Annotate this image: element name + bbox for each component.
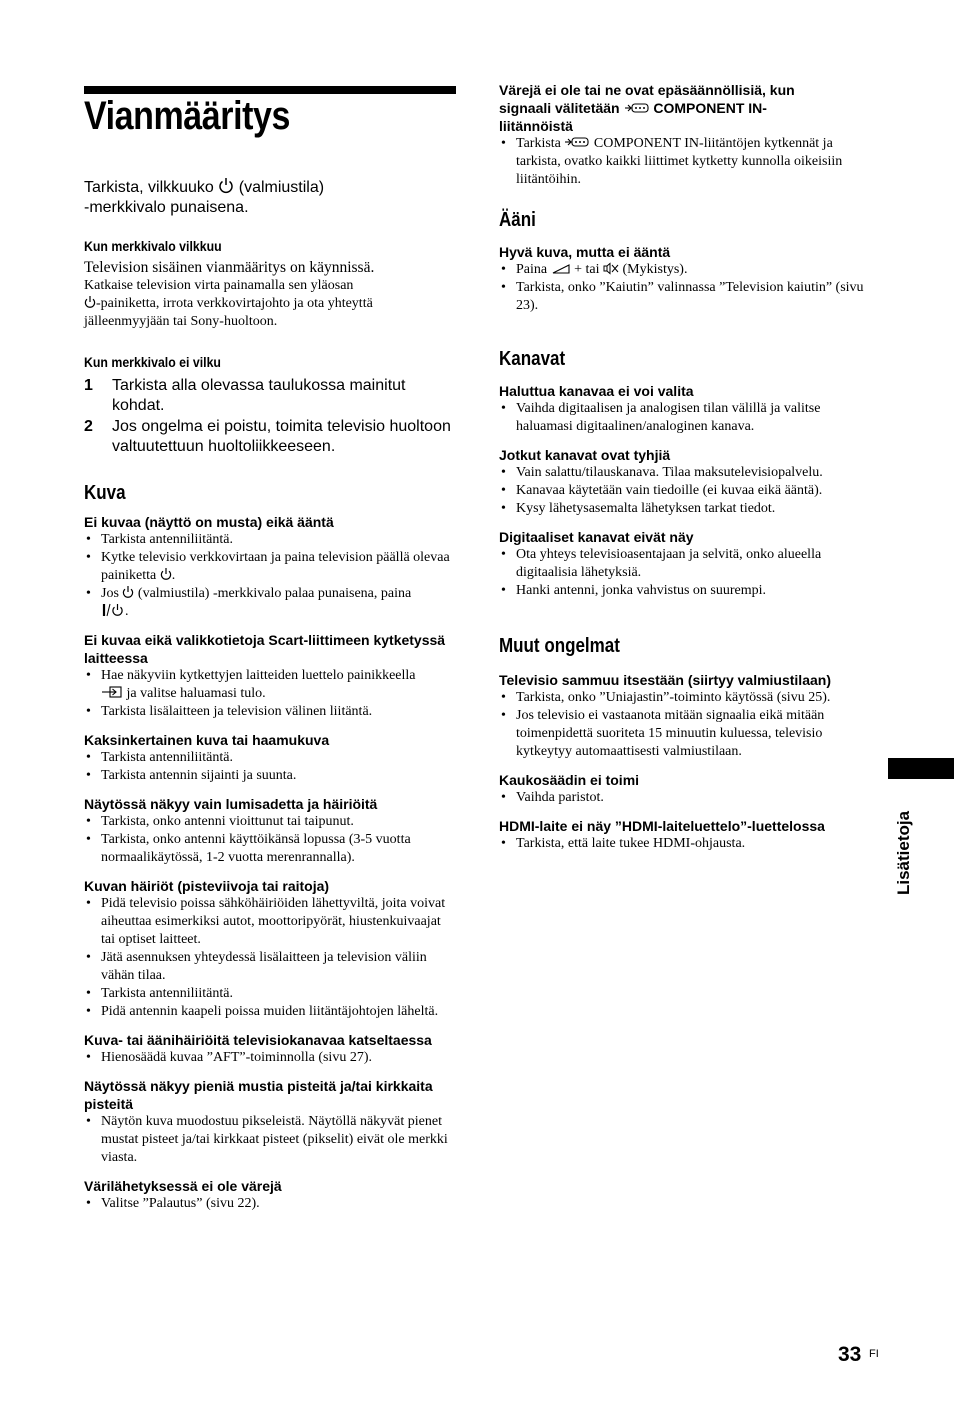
kuva-s1-list bbox=[84, 531, 456, 621]
muut-s1-list bbox=[499, 689, 871, 761]
kanavat-s1-title: Haluttua kanavaa ei voi valita bbox=[499, 383, 694, 399]
kuva-s8-list bbox=[84, 1195, 456, 1213]
list-item: • Kytke televisio verkkovirtaan ja paina television päällä olevaa painiketta . bbox=[84, 549, 456, 585]
component-title-l3: liitännöistä bbox=[499, 118, 573, 134]
kuva-s6-list bbox=[84, 1049, 456, 1067]
component-title-l1: Värejä ei ole tai ne ovat epäsäännöllisiä, kun bbox=[499, 82, 795, 98]
list-item: • Tarkista antennin sijainti ja suunta. bbox=[84, 767, 456, 785]
list-item-text: + tai bbox=[574, 262, 600, 277]
side-tab-label bbox=[890, 800, 914, 900]
step-item bbox=[84, 376, 456, 416]
list-item: • Vaihda digitaalisen ja analogisen tilan välillä ja valitse haluamasi digitaalinen/analoginen kanava. bbox=[499, 400, 871, 436]
list-item: • Tarkista antenniliitäntä. bbox=[84, 531, 456, 549]
list-item: • Jos televisio ei vastaanota mitään signaalia eikä mitään toimenpidettä suoriteta 15 minuutin kuluessa, televisio kytkeytyy automaattisesti valmiustilaan. bbox=[499, 707, 871, 761]
page-language: FI bbox=[869, 1348, 879, 1360]
list-item: • Tarkista antenniliitäntä. bbox=[84, 749, 456, 767]
blink-section bbox=[84, 238, 456, 331]
muut-s3-title: HDMI-laite ei näy ”HDMI-laiteluettelo”-luettelossa bbox=[499, 818, 825, 834]
blink-line3-row bbox=[84, 295, 456, 313]
list-item-text: Paina bbox=[516, 262, 548, 277]
kuva-s2-list bbox=[84, 667, 456, 721]
noblink-steps bbox=[84, 376, 456, 457]
kanavat-s2-title: Jotkut kanavat ovat tyhjiä bbox=[499, 447, 671, 463]
side-tab-text: Lisätietoja bbox=[894, 810, 913, 895]
list-item: • Hienosäädä kuvaa ”AFT”-toiminnolla (sivu 27). bbox=[84, 1049, 456, 1067]
page-number: 33 bbox=[838, 1343, 862, 1366]
list-item: • Vaihda paristot. bbox=[499, 789, 871, 807]
input-icon bbox=[101, 685, 123, 699]
blink-heading: Kun merkkivalo vilkkuu bbox=[84, 238, 222, 254]
power-icon bbox=[218, 176, 234, 194]
kuva-s1-title: Ei kuvaa (näyttö on musta) eikä ääntä bbox=[84, 514, 334, 530]
muut-s2-title: Kaukosäädin ei toimi bbox=[499, 772, 640, 788]
blink-line4: jälleenmyyjään tai Sony-huoltoon. bbox=[84, 314, 278, 329]
component-icon bbox=[624, 101, 650, 115]
aani-s1-title: Hyvä kuva, mutta ei ääntä bbox=[499, 244, 671, 260]
kuva-s2-title: Ei kuvaa eikä valikkotietoja Scart-liittimeen kytketyssä laitteessa bbox=[84, 632, 446, 666]
kuva-section bbox=[84, 481, 456, 1213]
list-item-text: Jos bbox=[101, 586, 119, 601]
kanavat-s2-list bbox=[499, 464, 871, 518]
muut-s3-list bbox=[499, 835, 871, 853]
aani-section bbox=[499, 208, 871, 315]
list-item bbox=[499, 135, 871, 189]
list-item bbox=[499, 261, 871, 279]
intro-text bbox=[84, 176, 324, 218]
volume-icon bbox=[551, 263, 571, 275]
noblink-section bbox=[84, 354, 456, 457]
list-item-text: COMPONENT IN-liitäntöjen kytkennät ja tarkista, ovatko kaikki liittimet kytketty kunnolla oikeisiin liitäntöihin. bbox=[516, 136, 843, 187]
kanavat-s1-list bbox=[499, 400, 871, 436]
muut-s2-list bbox=[499, 789, 871, 807]
list-item: • Tarkista, että laite tukee HDMI-ohjausta. bbox=[499, 835, 871, 853]
list-item: • Tarkista lisälaitteen ja television välinen liitäntä. bbox=[84, 703, 456, 721]
list-item: • Vain salattu/tilauskanava. Tilaa maksutelevisiopalvelu. bbox=[499, 464, 871, 482]
list-item bbox=[84, 667, 456, 703]
list-item: • Kanavaa käytetään vain tiedoille (ei kuvaa eikä ääntä). bbox=[499, 482, 871, 500]
list-item: • Valitse ”Palautus” (sivu 22). bbox=[84, 1195, 456, 1213]
intro-text-c: -merkkivalo punaisena. bbox=[84, 199, 249, 216]
kanavat-section bbox=[499, 347, 871, 600]
mute-icon bbox=[603, 262, 619, 275]
list-item-text: (Mykistys). bbox=[622, 262, 688, 277]
kanavat-s3-title: Digitaaliset kanavat eivät näy bbox=[499, 529, 694, 545]
component-icon bbox=[564, 135, 590, 149]
power-icon bbox=[160, 567, 172, 581]
kanavat-s3-list bbox=[499, 546, 871, 600]
kuva-s5-title: Kuvan häiriöt (pisteviivoja tai raitoja) bbox=[84, 878, 330, 894]
kuva-s4-list bbox=[84, 813, 456, 867]
step-number: 1 bbox=[84, 377, 93, 394]
muut-s1-title: Televisio sammuu itsestään (siirtyy valmiustilaan) bbox=[499, 672, 831, 688]
list-item-text: ja valitse haluamasi tulo. bbox=[126, 686, 266, 701]
power-icon bbox=[122, 585, 134, 599]
list-item: • Tarkista, onko antenni vioittunut tai taipunut. bbox=[84, 813, 456, 831]
muut-section bbox=[499, 634, 871, 853]
aani-s1-list bbox=[499, 261, 871, 315]
side-tab-bar bbox=[888, 758, 954, 779]
kuva-s3-title: Kaksinkertainen kuva tai haamukuva bbox=[84, 732, 330, 748]
list-item: • Hanki antenni, jonka vahvistus on suurempi. bbox=[499, 582, 871, 600]
intro-text-b: (valmiustila) bbox=[238, 179, 325, 196]
kuva-s7-title: Näytössä näkyy pieniä mustia pisteitä ja/tai kirkkaita pisteitä bbox=[84, 1078, 433, 1112]
kuva-heading: Kuva bbox=[84, 482, 126, 504]
list-item: • Näytön kuva muodostuu pikseleistä. Näytöllä näkyvät pienet mustat pisteet ja/tai kirkkaat pisteet (pikselit) eivät ole merkki viasta. bbox=[84, 1113, 456, 1167]
list-item: • Pidä antennin kaapeli poissa muiden liitäntäjohtojen läheltä. bbox=[84, 1003, 456, 1021]
power-icon bbox=[84, 295, 96, 309]
component-list bbox=[499, 135, 871, 189]
kuva-s5-list bbox=[84, 895, 456, 1021]
blink-line2: Katkaise television virta painamalla sen yläosan bbox=[84, 278, 354, 293]
step-number: 2 bbox=[84, 418, 93, 435]
component-title bbox=[499, 81, 871, 135]
list-item-text: Hae näkyviin kytkettyjen laitteiden luettelo painikkeella bbox=[101, 668, 416, 683]
list-item: • Tarkista, onko ”Kaiutin” valinnassa ”Television kaiutin” (sivu 23). bbox=[499, 279, 871, 315]
kanavat-heading: Kanavat bbox=[499, 348, 566, 370]
kuva-s3-list bbox=[84, 749, 456, 785]
list-item-text: Kytke televisio verkkovirtaan ja paina television päällä olevaa painiketta bbox=[101, 550, 450, 583]
kuva-s7-list bbox=[84, 1113, 456, 1167]
component-title-l2b: COMPONENT IN- bbox=[653, 100, 767, 116]
aani-heading: Ääni bbox=[499, 209, 536, 231]
kuva-s6-title: Kuva- tai äänihäiriöitä televisiokanavaa katseltaessa bbox=[84, 1032, 432, 1048]
step-text: Tarkista alla olevassa taulukossa mainitut kohdat. bbox=[112, 377, 406, 414]
blink-line3: -painiketta, irrota verkkovirtajohto ja ota yhteyttä bbox=[96, 296, 373, 311]
standby-icon bbox=[101, 603, 125, 617]
step-item bbox=[84, 417, 456, 457]
list-item: • Pidä televisio poissa sähköhäiriöiden lähettyviltä, joita voivat aiheuttaa esimerkiksi autot, moottoripyörät, hiustenkuivaajat tai optiset laitteet. bbox=[84, 895, 456, 949]
component-title-l2a: signaali välitetään bbox=[499, 100, 620, 116]
list-item: • Tarkista antenniliitäntä. bbox=[84, 985, 456, 1003]
intro-text-a: Tarkista, vilkkuuko bbox=[84, 179, 214, 196]
page-title: Vianmääritys bbox=[84, 94, 290, 138]
list-item: • Tarkista, onko ”Uniajastin”-toiminto käytössä (sivu 25). bbox=[499, 689, 871, 707]
list-item-text: Tarkista bbox=[516, 136, 561, 151]
list-item: • Kysy lähetysasemalta lähetyksen tarkat tiedot. bbox=[499, 500, 871, 518]
list-item: • Ota yhteys televisioasentajaan ja selvitä, onko alueella digitaalisia lähetyksiä. bbox=[499, 546, 871, 582]
list-item: • Jätä asennuksen yhteydessä lisälaitteen ja television väliin vähän tilaa. bbox=[84, 949, 456, 985]
kuva-s4-title: Näytössä näkyy vain lumisadetta ja häiriöitä bbox=[84, 796, 378, 812]
kuva-s8-title: Värilähetyksessä ei ole värejä bbox=[84, 1178, 282, 1194]
noblink-heading: Kun merkkivalo ei vilku bbox=[84, 354, 221, 370]
list-item: • Jos (valmiustila) -merkkivalo palaa punaisena, paina . bbox=[84, 585, 456, 621]
muut-heading: Muut ongelmat bbox=[499, 635, 620, 657]
blink-line1: Television sisäinen vianmääritys on käynnissä. bbox=[84, 259, 375, 276]
component-section bbox=[499, 81, 871, 189]
list-item: • Tarkista, onko antenni käyttöikänsä lopussa (3-5 vuotta normaalikäytössä, 1-2 vuotta merenrannalla). bbox=[84, 831, 456, 867]
step-text: Jos ongelma ei poistu, toimita televisio huoltoon valtuutettuun huoltoliikkeeseen. bbox=[112, 418, 451, 455]
list-item-text: (valmiustila) -merkkivalo palaa punaisena, paina bbox=[137, 586, 412, 601]
